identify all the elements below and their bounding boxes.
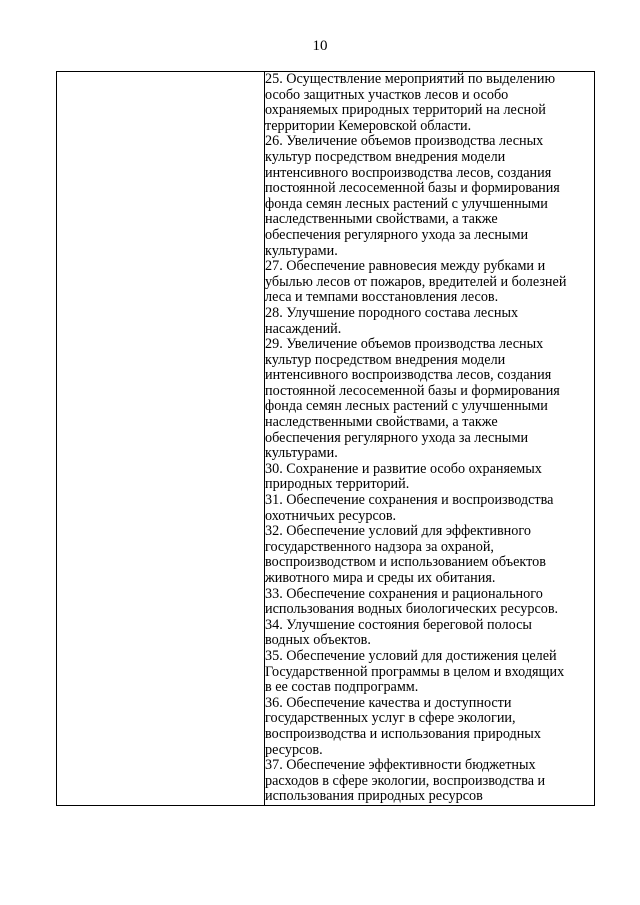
list-item-34: 34. Улучшение состояния береговой полосы водных объектов. xyxy=(265,616,532,649)
list-item-32: 32. Обеспечение условий для эффективного государственного надзора за охраной, воспроизводством и использованием объектов животного мира и среды их обитания. xyxy=(265,523,546,586)
list-item-28: 28. Улучшение породного состава лесных насаждений. xyxy=(265,304,519,337)
right-text-cell xyxy=(265,72,595,806)
page-number: 10 xyxy=(312,38,328,54)
left-empty-cell xyxy=(57,72,265,806)
list-item-35: 35. Обеспечение условий для достижения целей Государственной программы в целом и входящих в ее состав подпрограмм. xyxy=(265,647,565,696)
list-item-36: 36. Обеспечение качества и доступности государственных услуг в сфере экологии, воспроизводства и использования природных ресурсов. xyxy=(265,694,541,758)
list-item-37: 37. Обеспечение эффективности бюджетных расходов в сфере экологии, воспроизводства и использования природных ресурсов xyxy=(265,757,546,805)
content-table xyxy=(56,71,595,806)
list-item-33: 33. Обеспечение сохранения и рационального использования водных биологических ресурсов. xyxy=(265,585,559,618)
table-row xyxy=(57,72,595,806)
list-item-30: 30. Сохранение и развитие особо охраняемых природных территорий. xyxy=(265,460,542,493)
list-item-29: 29. Увеличение объемов производства лесных культур посредством внедрения модели интенсивного воспроизводства лесов, создания постоянной лесосеменной базы и формирования фонда семян лесных растений с улучшенными наследственными свойствами, а также обеспечения регулярного ухода за лесными культурами. xyxy=(265,336,560,462)
list-item-25: 25. Осуществление мероприятий по выделению особо защитных участков лесов и особо охраняемых природных территорий на лесной территории Кемеровской области. xyxy=(265,71,556,134)
list-item-26: 26. Увеличение объемов производства лесных культур посредством внедрения модели интенсивного воспроизводства лесов, создания постоянной лесосеменной базы и формирования фонда семян лесных растений с улучшенными наследственными свойствами, а также обеспечения регулярного ухода за лесными культурами. xyxy=(265,133,560,259)
list-item-31: 31. Обеспечение сохранения и воспроизводства охотничьих ресурсов. xyxy=(265,492,554,524)
list-item-27: 27. Обеспечение равновесия между рубками и убылью лесов от пожаров, вредителей и болезней леса и темпами восстановления лесов. xyxy=(265,258,567,306)
